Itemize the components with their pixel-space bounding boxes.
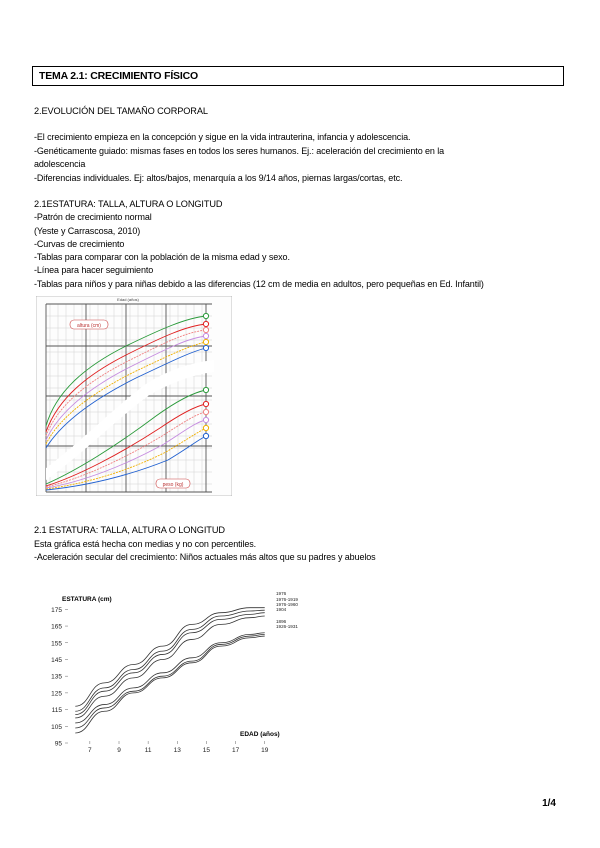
series-line [75, 613, 264, 715]
section2-line: -Curvas de crecimiento [34, 239, 125, 249]
secular-trend-chart [40, 585, 320, 755]
x-axis-label: EDAD (años) [240, 731, 280, 738]
legend-label: 1926-1931 [276, 624, 298, 629]
section3-line: -Aceleración secular del crecimiento: Niños actuales más altos que su padres y abuelos [34, 552, 376, 562]
percentile-marker [203, 387, 208, 392]
x-tick-label: 11 [144, 747, 152, 754]
y-tick-label: 175 [51, 606, 62, 614]
section2-line: (Yeste y Carrascosa, 2010) [34, 226, 141, 236]
series-lines [75, 608, 264, 733]
y-tick-label: 155 [51, 640, 62, 648]
weight-label: peso (kg) [162, 482, 184, 488]
title-box [32, 66, 564, 86]
section1-heading: 2.EVOLUCIÓN DEL TAMAÑO CORPORAL [34, 106, 208, 116]
percentile-marker [203, 345, 208, 350]
percentile-marker [203, 409, 208, 414]
legend [276, 591, 298, 629]
series-line [75, 633, 264, 723]
y-axis-ticks [51, 607, 68, 748]
section2-line: -Patrón de crecimiento normal [34, 212, 152, 222]
y-tick-label: 135 [51, 673, 62, 681]
x-tick-label: 19 [261, 747, 269, 754]
y-tick-label: 145 [51, 656, 62, 664]
x-tick-label: 17 [231, 747, 240, 754]
x-tick-label: 9 [117, 747, 121, 754]
legend-label: 1904 [276, 607, 287, 612]
section1-line: -El crecimiento empieza en la concepción y sigue en la vida intrauterina, infancia y adolescencia. [34, 132, 411, 142]
percentile-marker [203, 401, 208, 406]
x-tick-label: 7 [88, 747, 92, 754]
section2-line: -Tablas para niños y para niñas debido a las diferencias (12 cm de media en adultos, pero pequeñas en Ed. Infantil) [34, 279, 484, 289]
percentile-marker [203, 433, 208, 438]
percentile-marker [203, 333, 208, 338]
legend-label: 1976-1960 [276, 602, 298, 607]
section1-line: adolescencia [34, 159, 86, 169]
legend-label: 1896 [276, 619, 287, 624]
percentile-marker [203, 321, 208, 326]
y-tick-label: 115 [51, 707, 62, 715]
y-tick-label: 105 [51, 723, 62, 731]
percentile-marker [203, 313, 208, 318]
growth-percentile-chart [36, 296, 232, 496]
percentile-marker [203, 425, 208, 430]
section2-line: -Línea para hacer seguimiento [34, 265, 154, 275]
page-number: 1/4 [542, 798, 556, 809]
series-line [75, 636, 264, 733]
y-tick-label: 165 [51, 623, 62, 631]
y-tick-label: 95 [54, 740, 62, 748]
y-axis-label: ESTATURA (cm) [62, 596, 112, 603]
legend-label: 1976 [276, 591, 287, 596]
chart-top-label: Edad (años) [117, 297, 139, 302]
page-title: TEMA 2.1: CRECIMIENTO FÍSICO [39, 70, 198, 82]
legend-label: 1976-1919 [276, 597, 298, 602]
section3-line: Esta gráfica está hecha con medias y no con percentiles. [34, 539, 257, 549]
section2-line: -Tablas para comparar con la población de la misma edad y sexo. [34, 252, 290, 262]
x-tick-label: 13 [173, 747, 181, 754]
section1-line: -Genéticamente guiado: mismas fases en todos los seres humanos. Ej.: aceleración del crecimiento en la [34, 146, 445, 156]
percentile-marker [203, 417, 208, 422]
y-tick-label: 125 [51, 690, 62, 698]
x-tick-label: 15 [202, 747, 211, 754]
percentile-marker [203, 327, 208, 332]
series-line [75, 616, 264, 718]
section3-heading: 2.1 ESTATURA: TALLA, ALTURA O LONGITUD [34, 525, 225, 535]
percentile-marker [203, 339, 208, 344]
x-axis-ticks [88, 741, 269, 754]
section2-heading: 2.1ESTATURA: TALLA, ALTURA O LONGITUD [34, 199, 223, 209]
section1-line: -Diferencias individuales. Ej: altos/bajos, menarquía a los 9/14 años, piernas largas/cortas, etc. [34, 173, 403, 183]
height-label: altura (cm) [77, 323, 101, 329]
